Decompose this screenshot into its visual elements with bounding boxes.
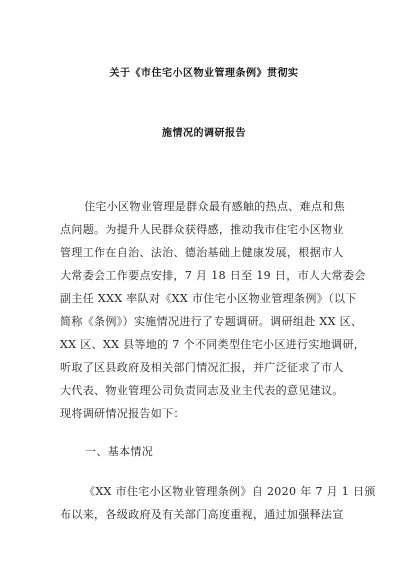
intro-line-1: 住宅小区物业管理是群众最有感触的热点、难点和焦 xyxy=(84,200,346,213)
intro-line-4: 大常委会工作要点安排，7 月 18 日至 19 日，市人大常委会 xyxy=(60,269,366,282)
intro-line-5: 副主任 XXX 率队对《XX 市住宅小区物业管理条例》（以下 xyxy=(60,292,357,305)
intro-line-10: 现将调研情况报告如下： xyxy=(60,407,185,420)
document-title-line-1: 关于《市住宅小区物业管理条例》贯彻实 xyxy=(109,68,299,79)
intro-line-3: 管理工作在自治、法治、德治基础上健康发展，根据市人 xyxy=(60,246,344,259)
section-1-line-1: 《XX 市住宅小区物业管理条例》自 2020 年 7 月 1 日颁 xyxy=(84,485,376,498)
section-1-heading: 一、基本情况 xyxy=(85,445,154,458)
intro-line-9: 大代表、物业管理公司负责同志及业主代表的意见建议。 xyxy=(60,384,344,397)
intro-line-8: 听取了区县政府及相关部门情况汇报，并广泛征求了市人 xyxy=(60,361,344,374)
intro-line-2: 点问题。为提升人民群众获得感，推动我市住宅小区物业 xyxy=(60,223,344,236)
intro-line-6: 简称《条例》）实施情况进行了专题调研。调研组赴 XX 区、 xyxy=(60,315,363,328)
section-1-line-2: 布以来，各级政府及有关部门高度重视，通过加强释法宣 xyxy=(60,508,344,521)
intro-line-7: XX 区、XX 县等地的 7 个不同类型住宅小区进行实地调研， xyxy=(60,338,366,351)
document-title-line-2: 施情况的调研报告 xyxy=(162,128,246,139)
